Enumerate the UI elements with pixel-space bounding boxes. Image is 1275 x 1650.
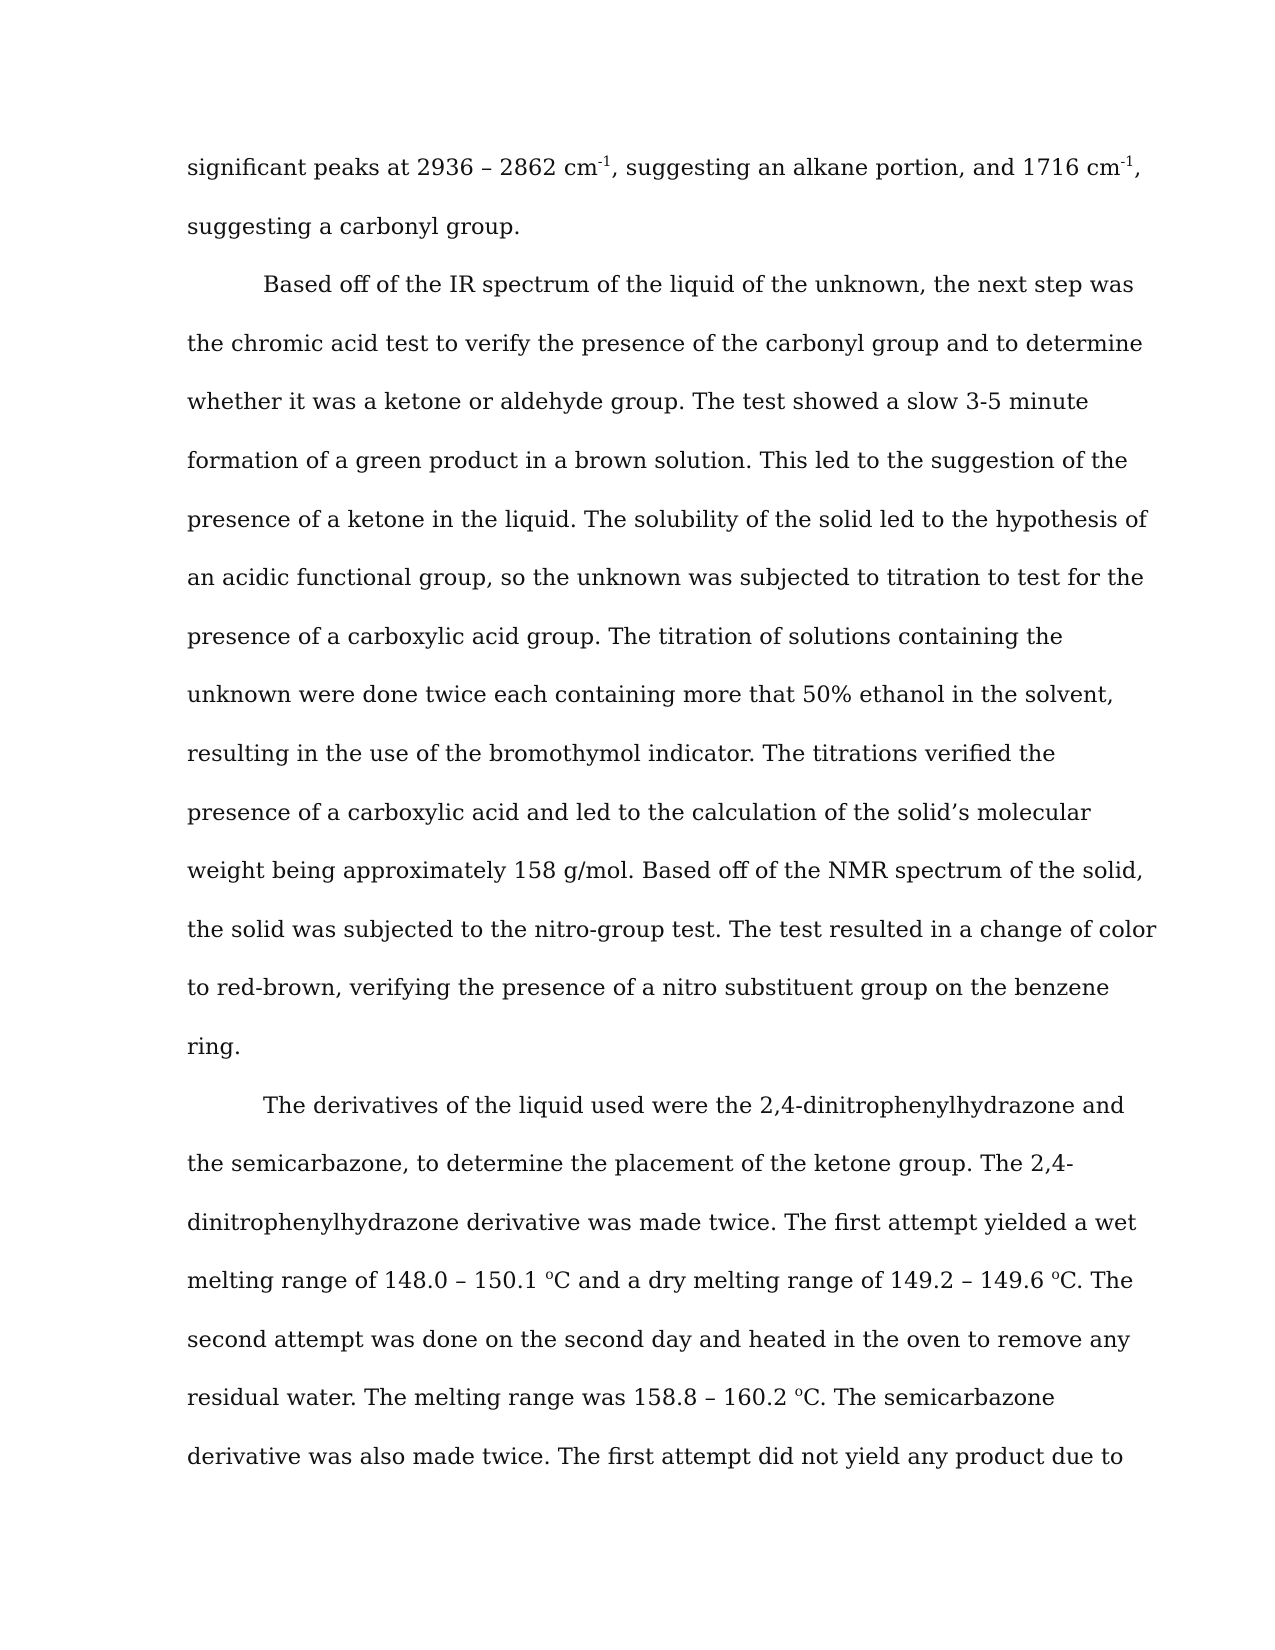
text-run: C. The [1059,1268,1134,1295]
text-line: the chromic acid test to verify the presence of the carbonyl group and to determine [187,330,1143,357]
text-run: C and a dry melting range of 149.2 – 149.6 [553,1268,1052,1295]
superscript: o [1051,1267,1060,1284]
text-line: whether it was a ketone or aldehyde group. The test showed a slow 3-5 minute [187,389,1089,416]
text-run: , [1134,155,1142,181]
text-line: presence of a ketone in the liquid. The solubility of the solid led to the hypothesis of [187,506,1147,533]
text-line [187,1369,1092,1428]
superscript: -1 [1120,154,1135,170]
text-line: to red-brown, verifying the presence of a nitro substituent group on the benzene [187,975,1110,1002]
body-text [187,139,1157,1487]
superscript: o [545,1267,554,1284]
text-line: dinitrophenylhydrazone derivative was made twice. The first attempt yielded a wet [187,1209,1137,1236]
superscript: -1 [597,154,612,170]
text-run: , suggesting an alkane portion, and 1716 cm [611,155,1121,181]
text-line: The derivatives of the liquid used were the 2,4-dinitrophenylhydrazone and [263,1092,1125,1119]
text-line: presence of a carboxylic acid group. The titration of solutions containing the [187,623,1063,650]
text-line: suggesting a carbonyl group. [187,213,521,240]
text-line: ring. [187,1033,241,1060]
text-line: an acidic functional group, so the unknown was subjected to titration to test for the [187,565,1144,592]
text-line: formation of a green product in a brown solution. This led to the suggestion of the [187,447,1128,474]
text-run: melting range of 148.0 – 150.1 [187,1268,546,1295]
text-run: C. The semicarbazone [803,1385,1055,1412]
text-line: Based off of the IR spectrum of the liquid of the unknown, the next step was [263,272,1134,299]
text-line: second attempt was done on the second day and heated in the oven to remove any [187,1326,1131,1353]
text-run: residual water. The melting range was 158.8 – 160.2 [187,1385,795,1412]
text-line [187,139,1142,198]
text-line: derivative was also made twice. The first attempt did not yield any product due to [187,1444,1124,1471]
text-line: the solid was subjected to the nitro-group test. The test resulted in a change of color [187,916,1157,943]
text-line: weight being approximately 158 g/mol. Based off of the NMR spectrum of the solid, [187,858,1144,885]
text-line: presence of a carboxylic acid and led to the calculation of the solid’s molecular [187,799,1091,826]
text-line: resulting in the use of the bromothymol indicator. The titrations verified the [187,740,1056,767]
text-run: significant peaks at 2936 – 2862 cm [187,155,598,181]
text-line: the semicarbazone, to determine the placement of the ketone group. The 2,4- [187,1151,1074,1178]
text-line: unknown were done twice each containing more that 50% ethanol in the solvent, [187,682,1114,709]
text-line [187,1252,1134,1311]
superscript: o [794,1384,804,1401]
